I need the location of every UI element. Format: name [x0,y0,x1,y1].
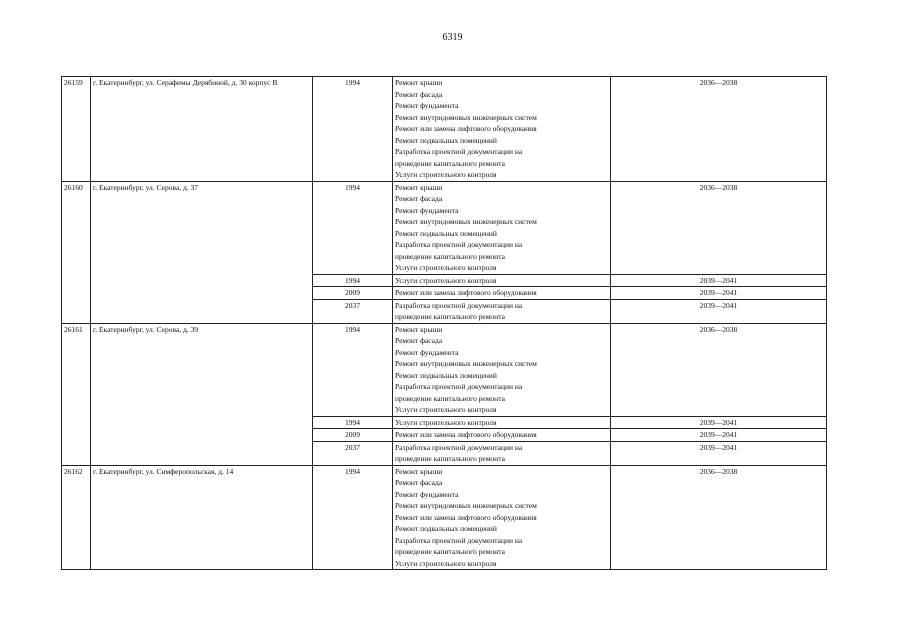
period-cell: 2036—2038 [611,465,827,570]
work-item: Разработка проектной документации на [395,147,523,156]
work-item: Ремонт подвальных помещений [395,524,497,533]
work-item: проведение капитального ремонта [395,454,505,463]
table-row [62,181,827,274]
work-item: Ремонт крыши [395,466,443,476]
work-item: Ремонт или замена лифтового оборудования [395,430,537,439]
work-item: Ремонт фундамента [395,347,459,357]
works-cell [393,181,611,274]
work-item: Ремонт подвальных помещений [395,370,497,380]
work-item: Ремонт фундамента [395,205,459,215]
work-item: Услуги строительного контроля [395,263,497,272]
works-cell [393,429,611,442]
period-cell: 2036—2038 [611,181,827,274]
year-cell: 1994 [313,416,393,429]
work-item: Ремонт фасада [395,194,443,203]
table-body [62,77,827,570]
address-cell: г. Екатеринбург, ул. Симферопольская, д. 14 [91,465,313,570]
address-cell: г. Екатеринбург, ул. Серова, д. 39 [91,323,313,465]
work-item: проведение капитального ремонта [395,393,505,403]
record-number-cell: 26161 [62,323,91,465]
work-item: Ремонт фундамента [395,489,459,499]
work-item: проведение капитального ремонта [395,251,505,261]
address-cell: г. Екатеринбург, ул. Серова, д. 37 [91,181,313,323]
work-item: Услуги строительного контроля [395,558,497,568]
table-row [62,465,827,570]
works-cell [393,323,611,416]
year-cell: 1994 [313,77,393,182]
work-item: Разработка проектной документации на [395,240,523,249]
work-item: Ремонт крыши [395,182,443,192]
work-item: Ремонт подвальных помещений [395,135,497,145]
record-number-cell: 26160 [62,181,91,323]
work-item: Услуги строительного контроля [395,170,497,179]
work-item: Ремонт крыши [395,324,443,334]
period-cell: 2036—2038 [611,323,827,416]
work-item: Ремонт или замена лифтового оборудования [395,124,537,133]
work-item: Ремонт внутридомовых инженерных систем [395,359,537,368]
work-item: проведение капитального ремонта [395,547,505,556]
work-item: Разработка проектной документации на [395,535,523,545]
table-row [62,77,827,182]
work-item: Ремонт или замена лифтового оборудования [395,288,537,297]
works-cell [393,274,611,287]
year-cell: 2009 [313,429,393,442]
repair-schedule-table [61,76,827,570]
table-row [62,323,827,416]
work-item: Ремонт внутридомовых инженерных систем [395,501,537,510]
works-cell [393,287,611,300]
work-item: Ремонт крыши [395,78,443,87]
work-item: Разработка проектной документации на [395,442,523,452]
works-cell [393,77,611,182]
work-item: Ремонт подвальных помещений [395,228,497,238]
address-cell: г. Екатеринбург, ул. Серафимы Дерябиной, д. 30 корпус В [91,77,313,182]
work-item: Разработка проектной документации на [395,300,523,310]
works-cell [393,465,611,570]
works-cell [393,441,611,465]
work-item: Услуги строительного контроля [395,405,497,414]
year-cell: 1994 [313,323,393,416]
work-item: Ремонт или замена лифтового оборудования [395,512,537,522]
work-item: Разработка проектной документации на [395,382,523,391]
period-cell: 2039—2041 [611,429,827,442]
work-item: Ремонт фасада [395,336,443,345]
record-number-cell: 26159 [62,77,91,182]
works-cell [393,416,611,429]
works-cell [393,299,611,323]
work-item: проведение капитального ремонта [395,158,505,168]
year-cell: 1994 [313,181,393,274]
period-cell: 2039—2041 [611,287,827,300]
period-cell: 2039—2041 [611,299,827,323]
year-cell: 1994 [313,274,393,287]
work-item: проведение капитального ремонта [395,312,505,321]
work-item: Услуги строительного контроля [395,417,497,427]
period-cell: 2039—2041 [611,274,827,287]
work-item: Ремонт внутридомовых инженерных систем [395,217,537,226]
work-item: Ремонт фасада [395,478,443,487]
period-cell: 2036—2038 [611,77,827,182]
work-item: Ремонт фасада [395,89,443,99]
work-item: Ремонт фундамента [395,101,459,110]
year-cell: 2037 [313,441,393,465]
period-cell: 2039—2041 [611,416,827,429]
year-cell: 1994 [313,465,393,570]
year-cell: 2009 [313,287,393,300]
period-cell: 2039—2041 [611,441,827,465]
work-item: Услуги строительного контроля [395,275,497,285]
work-item: Ремонт внутридомовых инженерных систем [395,112,537,122]
page-number: 6319 [442,32,463,43]
year-cell: 2037 [313,299,393,323]
record-number-cell: 26162 [62,465,91,570]
